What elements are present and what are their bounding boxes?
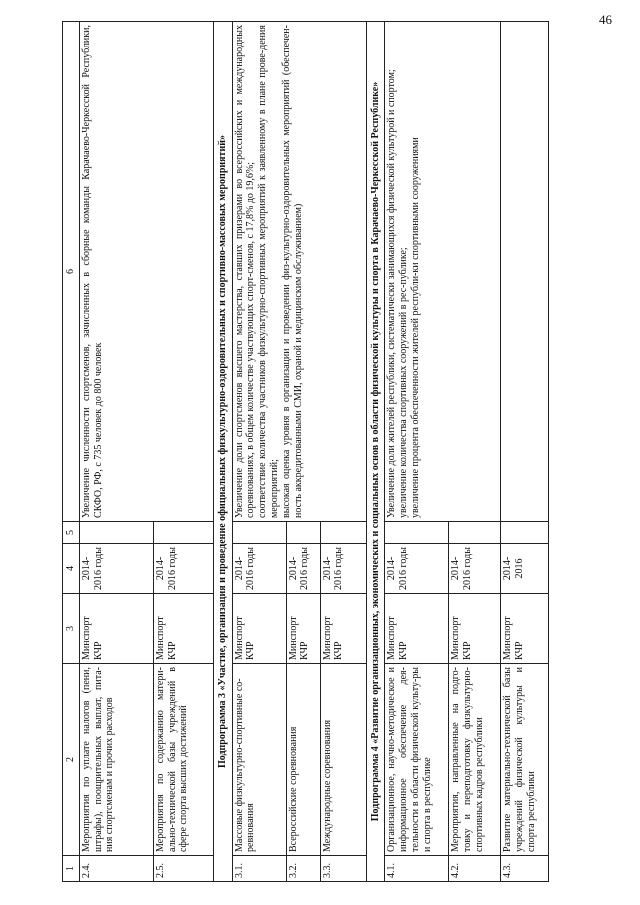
measure-name: Развитие материально-технической базы учреждений физической культуры и спорта республики bbox=[501, 664, 549, 856]
result-line: увеличение процента обеспеченности жителей республи-ки спортивными сооружениями bbox=[409, 137, 421, 518]
row-number: 3.1. bbox=[232, 856, 286, 882]
table-row bbox=[232, 22, 286, 882]
period: 2014-2016 годы bbox=[79, 544, 153, 594]
subprogram-row bbox=[366, 22, 385, 882]
subprogram-4-title: Подпрограмма 4 «Развитие организационных, экономических и социальных основ в области физической культуры и спорта в Карачаево-Черкесской Республике» bbox=[366, 22, 385, 882]
header-col-5: 5 bbox=[63, 522, 80, 544]
executor: Минспорт КЧР bbox=[385, 594, 449, 664]
measure-name: Международные соревнования bbox=[320, 664, 366, 856]
period: 2014-2016 годы bbox=[286, 544, 320, 594]
measure-name: Всероссийские соревнования bbox=[286, 664, 320, 856]
period: 2014-2016 годы bbox=[449, 544, 501, 594]
table-row bbox=[385, 22, 449, 882]
col5-cell bbox=[385, 522, 449, 544]
header-col-6: 6 bbox=[63, 22, 80, 522]
executor: Минспорт КЧР bbox=[79, 594, 153, 664]
row-number: 4.2. bbox=[449, 856, 501, 882]
period: 2014-2016 годы bbox=[232, 544, 286, 594]
period: 2014-2016 годы bbox=[320, 544, 366, 594]
expected-result-3 bbox=[232, 22, 366, 522]
header-col-3: 3 bbox=[63, 594, 80, 664]
subprogram-3-title: Подпрограмма 3 «Участие, организация и проведение официальных физкультурно-оздоровительных и спортивно-массовых мероприятий» bbox=[213, 22, 232, 882]
program-table bbox=[62, 21, 549, 882]
page-number: 46 bbox=[599, 12, 612, 27]
expected-result-empty bbox=[501, 22, 549, 522]
row-number: 4.1. bbox=[385, 856, 449, 882]
table-row bbox=[501, 22, 549, 882]
executor: Минспорт КЧР bbox=[449, 594, 501, 664]
result-line: соответствие количества участников физкультурно-спортивных мероприятий к заявленному в плане прове-дения мероприятий; bbox=[257, 25, 280, 518]
result-line: высокая оценка уровня в организации и проведении физ-культурно-оздоровительных мероприятий (обеспечен-ность аккредитованными СМИ, охраной и медицинским обслуживанием) bbox=[280, 25, 304, 518]
col5-cell bbox=[286, 522, 320, 544]
executor: Минспорт КЧР bbox=[232, 594, 286, 664]
row-number: 2.5. bbox=[153, 856, 213, 882]
executor: Минспорт КЧР bbox=[320, 594, 366, 664]
result-line: увеличение количества спортивных сооружений в рес-публике; bbox=[398, 247, 410, 518]
measure-name: Организационное, научно-методическое и информационное обеспечение дея-тельности в области физической культу-ры и спорта в республике bbox=[385, 664, 449, 856]
period: 2014-2016 bbox=[501, 544, 549, 594]
period: 2014-2016 годы bbox=[385, 544, 449, 594]
result-line: Увеличение доли спортсменов высшего мастерства, ставших призерами во всероссийских и международных соревнованиях, в общем количестве участвующих спорт-сменов, с 17,8% до 19,6%; bbox=[233, 25, 257, 518]
row-number: 3.2. bbox=[286, 856, 320, 882]
expected-result-4 bbox=[385, 22, 501, 522]
col5-cell bbox=[320, 522, 366, 544]
header-col-4: 4 bbox=[63, 544, 80, 594]
period: 2014-2016 годы bbox=[153, 544, 213, 594]
header-col-1: 1 bbox=[63, 856, 80, 882]
measure-name: Мероприятия по уплате налогов (пени, штрафы), поощрительных выплат, пита-ния спортсменам и прочих расходов bbox=[79, 664, 153, 856]
header-col-2: 2 bbox=[63, 664, 80, 856]
row-number: 3.3. bbox=[320, 856, 366, 882]
col5-cell bbox=[153, 522, 213, 544]
expected-result: Увеличение численности спортсменов, зачисленных в сборные команды Карачаево-Черкесской Республики, СКФО, РФ, с 735 человек до 800 человек bbox=[79, 22, 213, 522]
executor: Минспорт КЧР bbox=[501, 594, 549, 664]
rotated-table-container bbox=[62, 22, 622, 882]
row-number: 2.4. bbox=[79, 856, 153, 882]
result-line: Увеличение доли жителей республики, систематически занимающихся физической культурой и спортом; bbox=[386, 69, 398, 518]
row-number: 4.3. bbox=[501, 856, 549, 882]
executor: Минспорт КЧР bbox=[153, 594, 213, 664]
subprogram-row bbox=[213, 22, 232, 882]
table-row bbox=[79, 22, 153, 882]
col5-cell bbox=[79, 522, 153, 544]
col5-cell bbox=[232, 522, 286, 544]
header-row bbox=[63, 22, 80, 882]
measure-name: Мероприятия по содержанию матери-ально-технической базы учреждений в сфере спорта высших достижений bbox=[153, 664, 213, 856]
measure-name: Массовые физкультурно-спортивные со-ревнования bbox=[232, 664, 286, 856]
measure-name: Мероприятия, направленные на подго-товку и переподготовку физкультурно-спортивных кадров республики bbox=[449, 664, 501, 856]
col5-cell bbox=[501, 522, 549, 544]
executor: Минспорт КЧР bbox=[286, 594, 320, 664]
col5-cell bbox=[449, 522, 501, 544]
